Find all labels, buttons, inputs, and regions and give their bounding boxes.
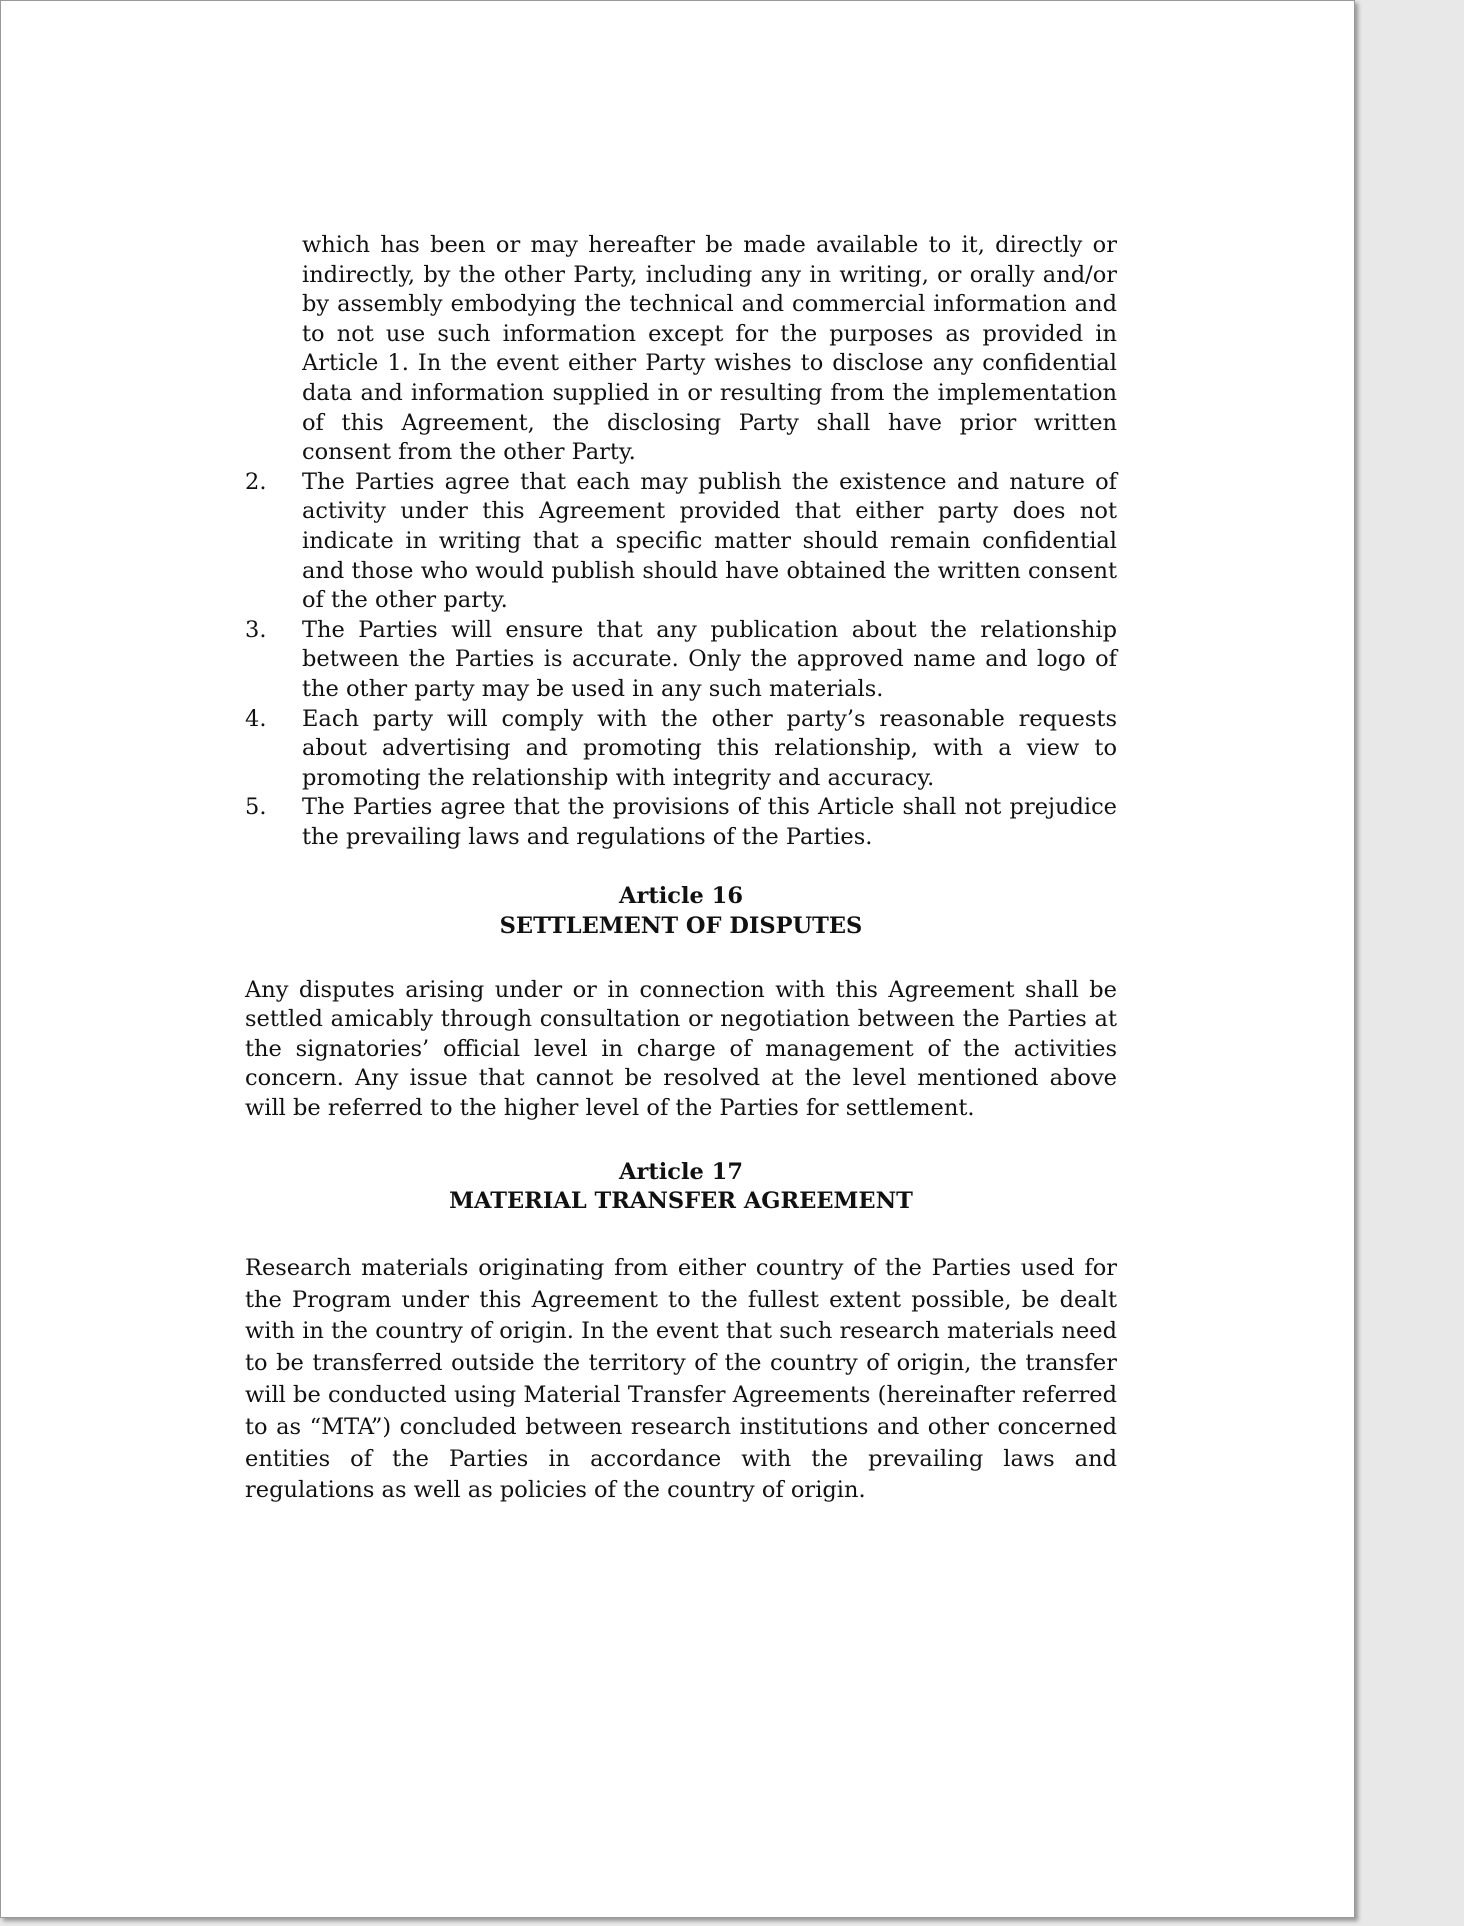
article-17-number: Article 17: [619, 1158, 743, 1185]
list-item: [245, 468, 1117, 616]
article-16-title: SETTLEMENT OF DISPUTES: [499, 913, 863, 940]
list-item-text: The Parties agree that each may publish the existence and nature of activity under this Agreement provided that either party does not indicate in writing that a specific matter should remain confidential and those who would publish should have obtained the written consent of the other party.: [302, 468, 1117, 614]
list-item: [245, 705, 1117, 794]
article-17-title: MATERIAL TRANSFER AGREEMENT: [449, 1188, 913, 1215]
list-item-number: 5.: [245, 794, 267, 821]
list-item-text: Each party will comply with the other party’s reasonable requests about advertising and promoting this relationship, with a view to promoting the relationship with integrity and accuracy.: [302, 705, 1117, 791]
list-item-number: 4.: [245, 705, 267, 732]
list-item: [245, 793, 1117, 852]
article-16-heading: [245, 882, 1117, 941]
page-content: [245, 231, 1117, 1507]
article-16-number: Article 16: [619, 883, 743, 910]
continuation-paragraph: which has been or may hereafter be made available to it, directly or indirectly, by the other Party, including any in writing, or orally and/or by assembly embodying the technical and commercial information and to not use such information except for the purposes as provided in Article 1. In the event either Party wishes to disclose any confidential data and information supplied in or resulting from the implementation of this Agreement, the disclosing Party shall have prior written consent from the other Party.: [302, 232, 1117, 466]
article-17-heading: [245, 1158, 1117, 1217]
list-item-number: 3.: [245, 616, 267, 643]
list-item-text: The Parties agree that the provisions of this Article shall not prejudice the prevailing laws and regulations of the Parties.: [302, 794, 1117, 850]
list-item-text: The Parties will ensure that any publication about the relationship between the Parties is accurate. Only the approved name and logo of the other party may be used in any such materials.: [302, 616, 1117, 702]
article-17-body: Research materials originating from either country of the Parties used for the Program under this Agreement to the fullest extent possible, be dealt with in the country of origin. In the event that such research materials need to be transferred outside the territory of the country of origin, the transfer will be conducted using Material Transfer Agreements (hereinafter referred to as “MTA”) concluded between research institutions and other concerned entities of the Parties in accordance with the prevailing laws and regulations as well as policies of the country of origin.: [245, 1254, 1117, 1504]
article-16-body: Any disputes arising under or in connection with this Agreement shall be settled amicably through consultation or negotiation between the Parties at the signatories’ official level in charge of management of the activities concern. Any issue that cannot be resolved at the level mentioned above will be referred to the higher level of the Parties for settlement.: [245, 976, 1117, 1122]
list-item-number: 2.: [245, 468, 267, 495]
numbered-list: [245, 468, 1117, 853]
list-item: [245, 616, 1117, 705]
